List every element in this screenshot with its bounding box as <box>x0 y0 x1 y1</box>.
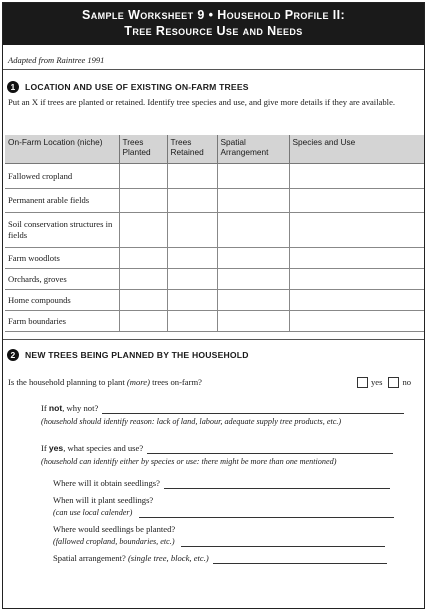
table-row <box>5 269 424 290</box>
row-label: Farm woodlots <box>5 248 119 269</box>
planted-cell[interactable] <box>119 164 167 189</box>
where-question: Where would seedlings be planted? <box>53 524 176 534</box>
instructions: Put an X if trees are planted or retained. Identify tree species and use, and give more details if they are available. <box>8 97 396 107</box>
spatial-hint: (single tree, block, etc.) <box>127 553 209 563</box>
question-emphasis: (more) <box>126 377 150 387</box>
no-label: no <box>402 377 412 387</box>
planted-cell[interactable] <box>119 213 167 248</box>
planted-cell[interactable] <box>119 311 167 332</box>
species-cell[interactable] <box>289 164 424 189</box>
question-keyword: not <box>48 403 63 413</box>
column-header: Trees Planted <box>119 135 167 164</box>
where-hint: (fallowed cropland, boundaries, etc.) <box>53 537 175 546</box>
species-cell[interactable] <box>289 290 424 311</box>
row-label: Fallowed cropland <box>5 164 119 189</box>
header-title: Sample Worksheet 9 • Household Profile II: <box>81 8 346 22</box>
yes-no-options <box>351 377 411 391</box>
if-yes-question <box>41 443 393 454</box>
planted-cell[interactable] <box>119 290 167 311</box>
section-2-heading <box>7 349 249 361</box>
table-row <box>5 189 424 213</box>
when-hint-row <box>53 507 394 518</box>
if-not-question <box>41 403 404 414</box>
section-title: LOCATION AND USE OF EXISTING ON-FARM TREES <box>25 82 249 92</box>
row-label: Orchards, groves <box>5 269 119 290</box>
question-text: , what species and use? <box>63 443 144 453</box>
source-note: Adapted from Raintree 1991 <box>8 55 105 65</box>
row-label: Soil conservation structures in fields <box>5 213 119 248</box>
table-row <box>5 248 424 269</box>
species-cell[interactable] <box>289 311 424 332</box>
worksheet-header <box>3 3 424 45</box>
question-text: Where will it obtain seedlings? <box>53 478 160 488</box>
section-number-badge: 1 <box>7 81 19 93</box>
question-keyword: yes <box>48 443 64 453</box>
arrangement-cell[interactable] <box>217 311 289 332</box>
species-cell[interactable] <box>289 213 424 248</box>
plan-question <box>8 377 420 388</box>
table-header-row <box>5 135 424 164</box>
yes-option[interactable] <box>357 377 382 388</box>
if-yes-hint: (household can identify either by species or use: there might be more than one mentioned) <box>41 457 337 466</box>
answer-line[interactable] <box>139 508 394 518</box>
on-farm-trees-table <box>5 135 424 332</box>
arrangement-cell[interactable] <box>217 164 289 189</box>
table-row <box>5 311 424 332</box>
column-header: On-Farm Location (niche) <box>5 135 119 164</box>
question-text: , why not? <box>62 403 99 413</box>
planted-cell[interactable] <box>119 248 167 269</box>
species-cell[interactable] <box>289 248 424 269</box>
row-label: Farm boundaries <box>5 311 119 332</box>
retained-cell[interactable] <box>167 269 217 290</box>
when-question: When will it plant seedlings? <box>53 495 154 505</box>
arrangement-cell[interactable] <box>217 213 289 248</box>
planted-cell[interactable] <box>119 189 167 213</box>
species-cell[interactable] <box>289 269 424 290</box>
arrangement-cell[interactable] <box>217 290 289 311</box>
answer-line[interactable] <box>181 537 385 547</box>
species-cell[interactable] <box>289 189 424 213</box>
no-option[interactable] <box>388 377 411 388</box>
section-1-heading <box>7 81 249 93</box>
arrangement-cell[interactable] <box>217 189 289 213</box>
divider <box>3 339 424 340</box>
retained-cell[interactable] <box>167 311 217 332</box>
retained-cell[interactable] <box>167 189 217 213</box>
row-label: Permanent arable fields <box>5 189 119 213</box>
header-subtitle: Tree Resource Use and Needs <box>124 24 303 38</box>
yes-label: yes <box>371 377 383 387</box>
section-number-badge: 2 <box>7 349 19 361</box>
column-header: Trees Retained <box>167 135 217 164</box>
no-checkbox[interactable] <box>388 377 399 388</box>
retained-cell[interactable] <box>167 213 217 248</box>
when-hint: (can use local calender) <box>53 508 133 517</box>
question-text: If <box>41 403 49 413</box>
table-row <box>5 213 424 248</box>
retained-cell[interactable] <box>167 248 217 269</box>
where-hint-row <box>53 536 385 547</box>
retained-cell[interactable] <box>167 164 217 189</box>
question-text: Is the household planning to plant <box>8 377 127 387</box>
row-label: Home compounds <box>5 290 119 311</box>
worksheet-page <box>2 2 425 609</box>
answer-line[interactable] <box>164 479 390 489</box>
divider <box>3 69 424 70</box>
column-header: Spatial Arrangement <box>217 135 289 164</box>
column-header: Species and Use <box>289 135 424 164</box>
planted-cell[interactable] <box>119 269 167 290</box>
question-text: trees on-farm? <box>149 377 202 387</box>
section-title: NEW TREES BEING PLANNED BY THE HOUSEHOLD <box>25 350 249 360</box>
table-row <box>5 290 424 311</box>
table-row <box>5 164 424 189</box>
arrangement-cell[interactable] <box>217 269 289 290</box>
question-text: If <box>41 443 49 453</box>
retained-cell[interactable] <box>167 290 217 311</box>
answer-line[interactable] <box>147 444 393 454</box>
if-not-hint: (household should identify reason: lack of land, labour, adequate supply tree products, etc.) <box>41 417 342 426</box>
yes-checkbox[interactable] <box>357 377 368 388</box>
answer-line[interactable] <box>213 554 387 564</box>
arrangement-cell[interactable] <box>217 248 289 269</box>
obtain-question <box>53 478 390 489</box>
question-text: Spatial arrangement? <box>53 553 128 563</box>
answer-line[interactable] <box>102 404 404 414</box>
spatial-question <box>53 553 387 564</box>
